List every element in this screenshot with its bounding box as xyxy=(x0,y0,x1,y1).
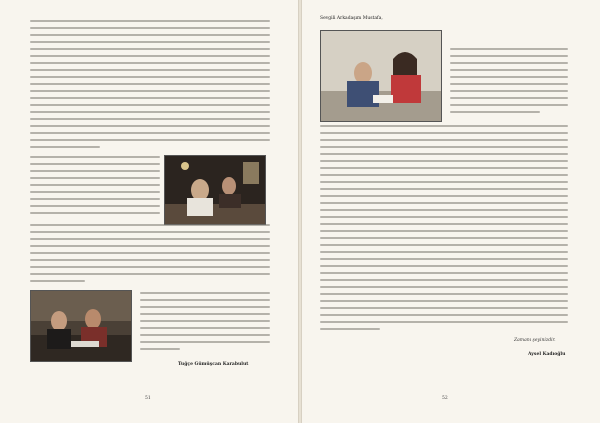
salutation: Sevgili Arkadaşım Mustafa, xyxy=(320,16,383,21)
author-signature: Tuğçe Gümüşcan Karabulut xyxy=(178,362,249,367)
left-page xyxy=(0,0,298,423)
right-page xyxy=(302,0,600,423)
closing-line: Zamanı şeyinizdir. xyxy=(514,338,556,343)
photo-illustration xyxy=(165,156,265,224)
photo-couple-at-table xyxy=(320,30,442,122)
photo-group-at-table xyxy=(30,290,132,362)
photo-illustration xyxy=(31,291,131,361)
page-number: 52 xyxy=(442,396,448,401)
author-signature: Aysel Kadıoğlu xyxy=(528,352,566,357)
photo-illustration xyxy=(321,31,441,121)
photo-dinner-scene xyxy=(164,155,266,225)
page-number: 51 xyxy=(145,396,151,401)
